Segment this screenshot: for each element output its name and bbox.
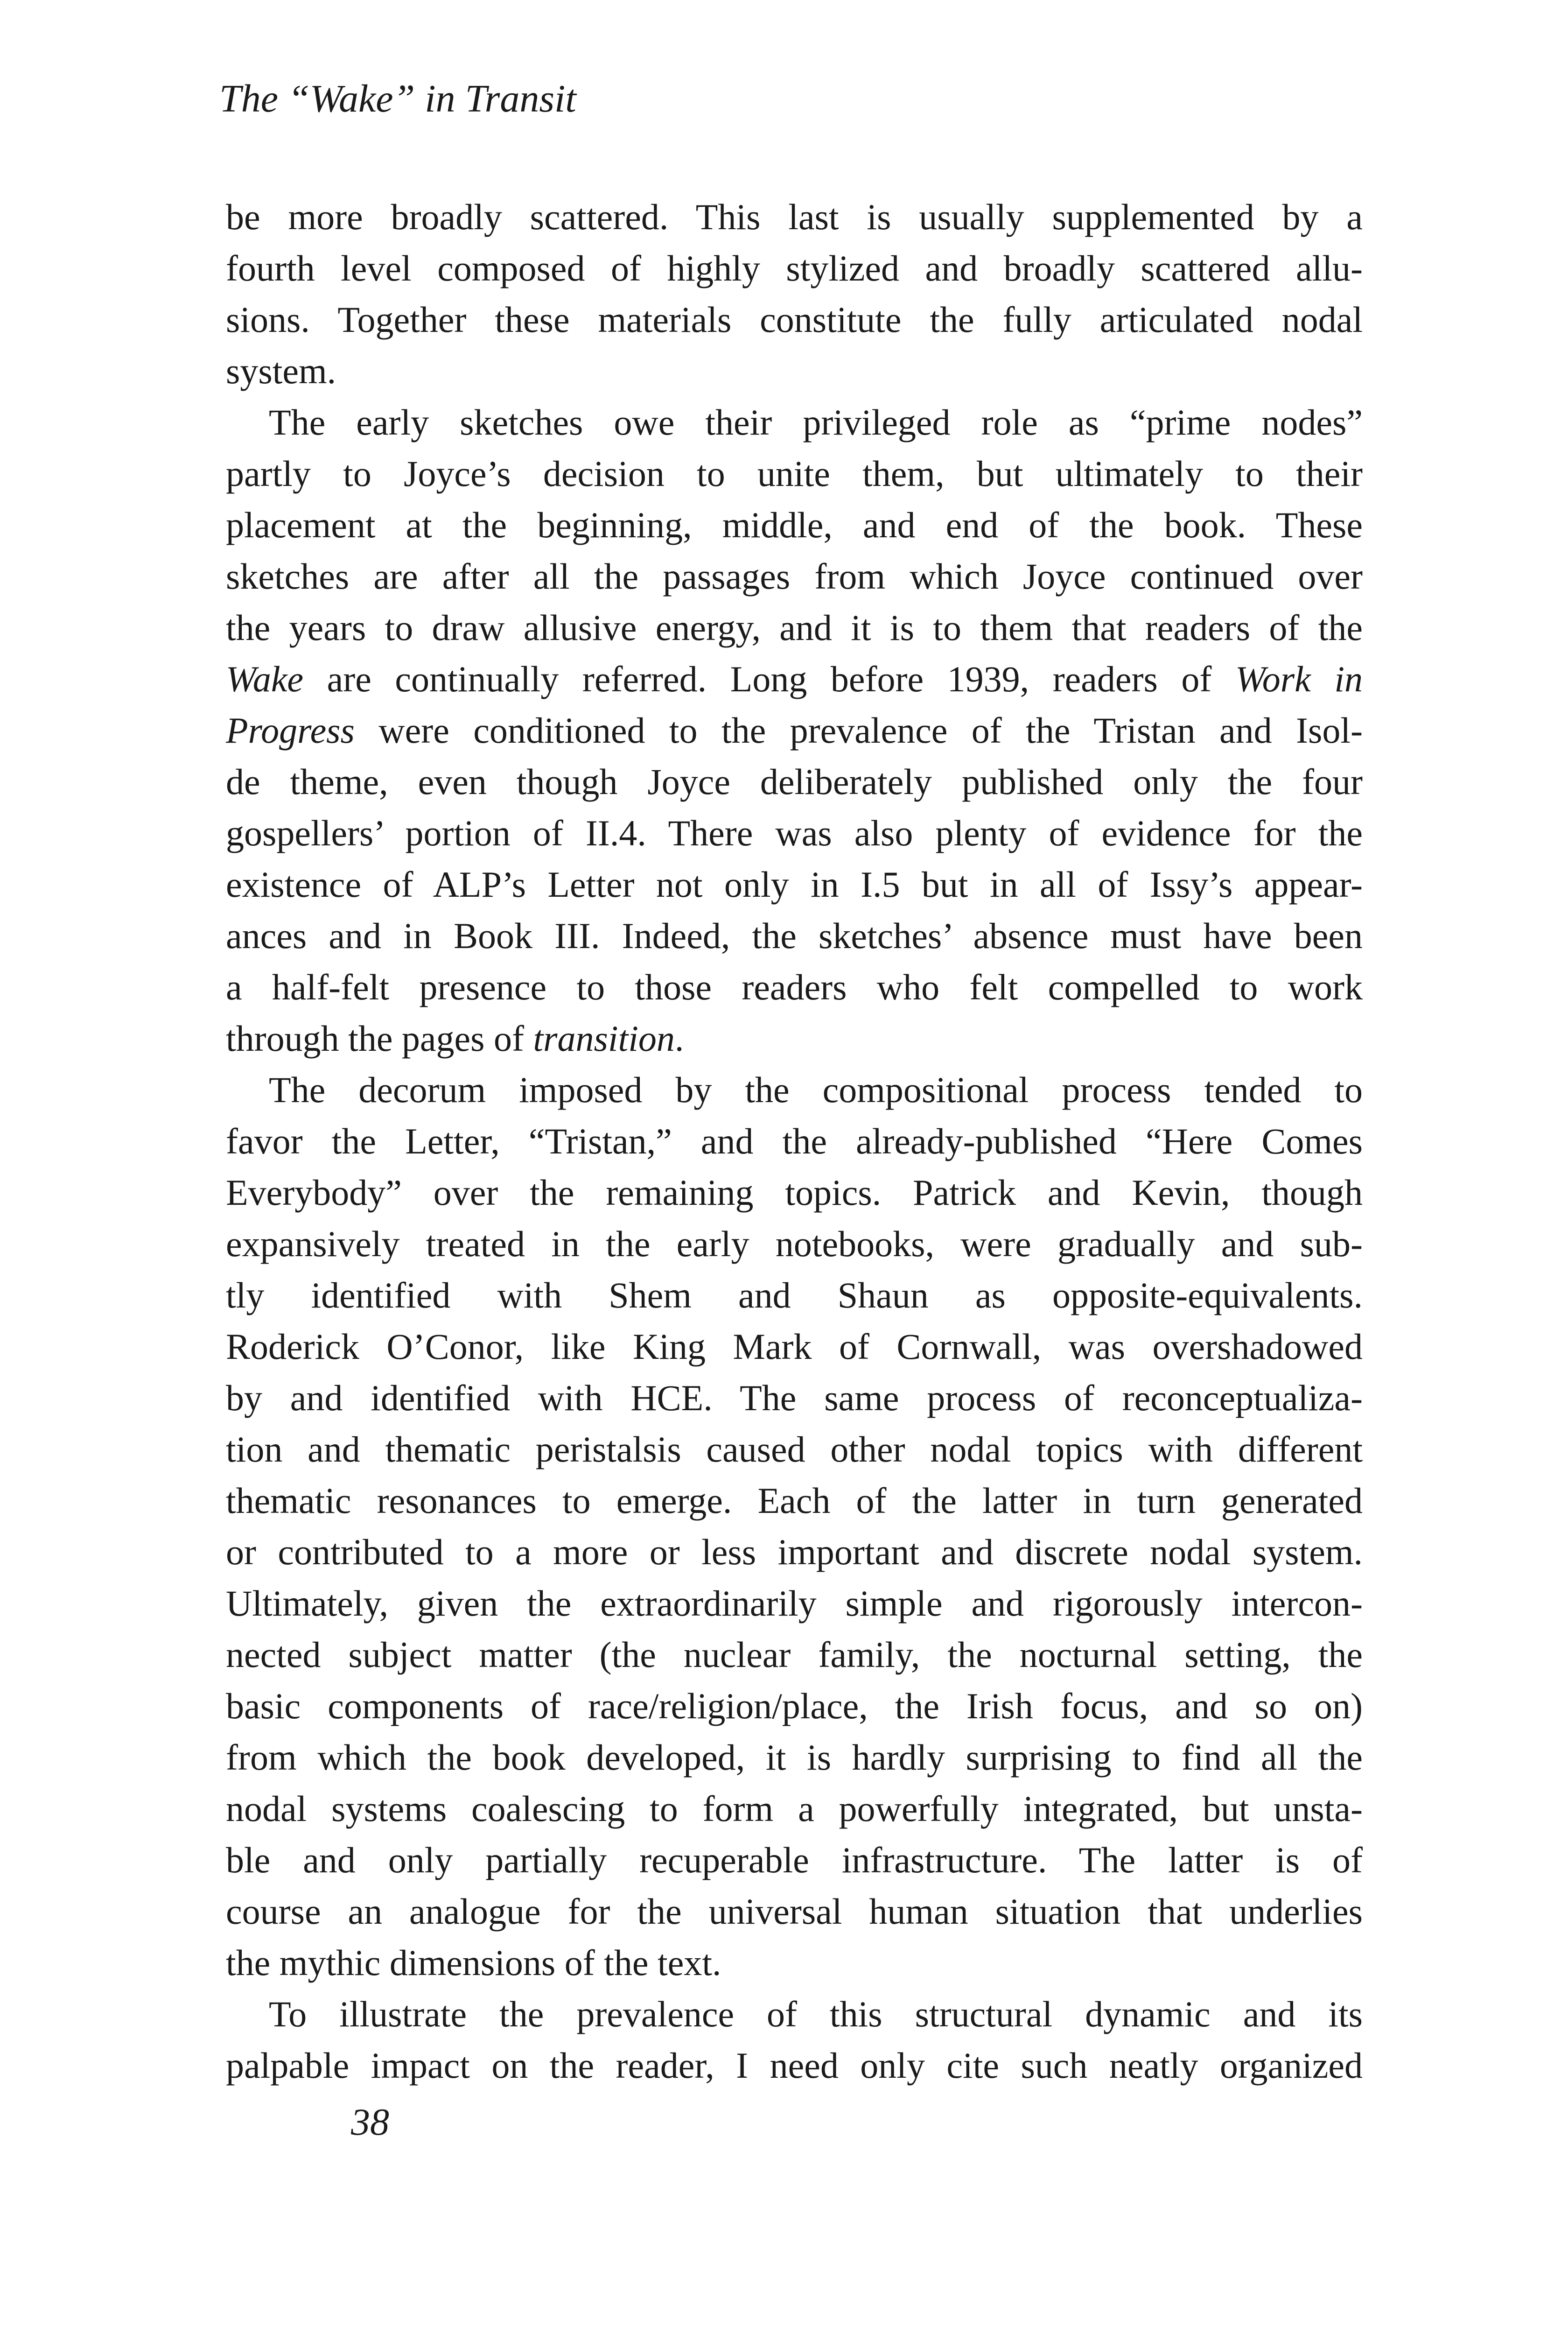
- text-line: ble and only partially recuperable infrastructure. The latter is of: [226, 1840, 1363, 1880]
- text-line: placement at the beginning, middle, and end of the book. These: [226, 505, 1363, 545]
- text-line: gospellers’ portion of II.4. There was also plenty of evidence for the: [226, 813, 1363, 853]
- paragraph: [226, 1989, 1363, 2091]
- text-line: through the pages of transition.: [226, 1018, 684, 1059]
- text-line: course an analogue for the universal human situation that underlies: [226, 1891, 1363, 1932]
- text-line: the years to draw allusive energy, and it is to them that readers of the: [226, 607, 1363, 648]
- text-line: tly identified with Shem and Shaun as opposite-equivalents.: [226, 1275, 1363, 1315]
- text-line: nected subject matter (the nuclear family, the nocturnal setting, the: [226, 1634, 1363, 1675]
- text-line: tion and thematic peristalsis caused other nodal topics with different: [226, 1429, 1363, 1469]
- paragraph: [226, 191, 1363, 397]
- text-line: The early sketches owe their privileged role as “prime nodes”: [269, 402, 1363, 443]
- text-line: existence of ALP’s Letter not only in I.5 but in all of Issy’s appear-: [226, 864, 1363, 905]
- text-line: thematic resonances to emerge. Each of the latter in turn generated: [226, 1480, 1363, 1521]
- text-line: basic components of race/religion/place, the Irish focus, and so on): [226, 1686, 1363, 1726]
- text-line: a half-felt presence to those readers who felt compelled to work: [226, 967, 1363, 1007]
- text-line: palpable impact on the reader, I need only cite such neatly organized: [226, 2045, 1363, 2086]
- text-line: de theme, even though Joyce deliberately published only the four: [226, 761, 1363, 802]
- running-head: The “Wake” in Transit: [219, 77, 576, 120]
- body-text: [226, 191, 1363, 2091]
- text-line: Ultimately, given the extraordinarily simple and rigorously intercon-: [226, 1583, 1363, 1624]
- text-line: fourth level composed of highly stylized and broadly scattered allu-: [226, 248, 1363, 288]
- text-line: expansively treated in the early notebooks, were gradually and sub-: [226, 1223, 1363, 1264]
- text-line: by and identified with HCE. The same process of reconceptualiza-: [226, 1378, 1363, 1418]
- text-line: To illustrate the prevalence of this structural dynamic and its: [269, 1994, 1363, 2034]
- paragraph: [226, 1064, 1363, 1989]
- text-line: be more broadly scattered. This last is usually supplemented by a: [226, 197, 1363, 237]
- text-line: Everybody” over the remaining topics. Patrick and Kevin, though: [226, 1172, 1363, 1213]
- text-line: sions. Together these materials constitute the fully articulated nodal: [226, 299, 1363, 340]
- text-line: Roderick O’Conor, like King Mark of Cornwall, was overshadowed: [226, 1326, 1363, 1367]
- text-line: from which the book developed, it is hardly surprising to find all the: [226, 1737, 1363, 1778]
- text-line: or contributed to a more or less important and discrete nodal system.: [226, 1532, 1363, 1572]
- text-line: sketches are after all the passages from which Joyce continued over: [226, 556, 1363, 597]
- text-line: nodal systems coalescing to form a powerfully integrated, but unsta-: [226, 1788, 1363, 1829]
- text-line: favor the Letter, “Tristan,” and the already-published “Here Comes: [226, 1121, 1363, 1161]
- page-number: 38: [351, 2101, 389, 2143]
- text-line: partly to Joyce’s decision to unite them, but ultimately to their: [226, 453, 1363, 494]
- text-line: the mythic dimensions of the text.: [226, 1942, 721, 1983]
- text-line: ances and in Book III. Indeed, the sketches’ absence must have been: [226, 915, 1363, 956]
- text-line: The decorum imposed by the compositional process tended to: [269, 1069, 1363, 1110]
- text-line: system.: [226, 351, 336, 391]
- paragraph: [226, 397, 1363, 1064]
- text-line: Wake are continually referred. Long before 1939, readers of Work in: [226, 659, 1363, 699]
- text-line: Progress were conditioned to the prevalence of the Tristan and Isol-: [226, 710, 1363, 751]
